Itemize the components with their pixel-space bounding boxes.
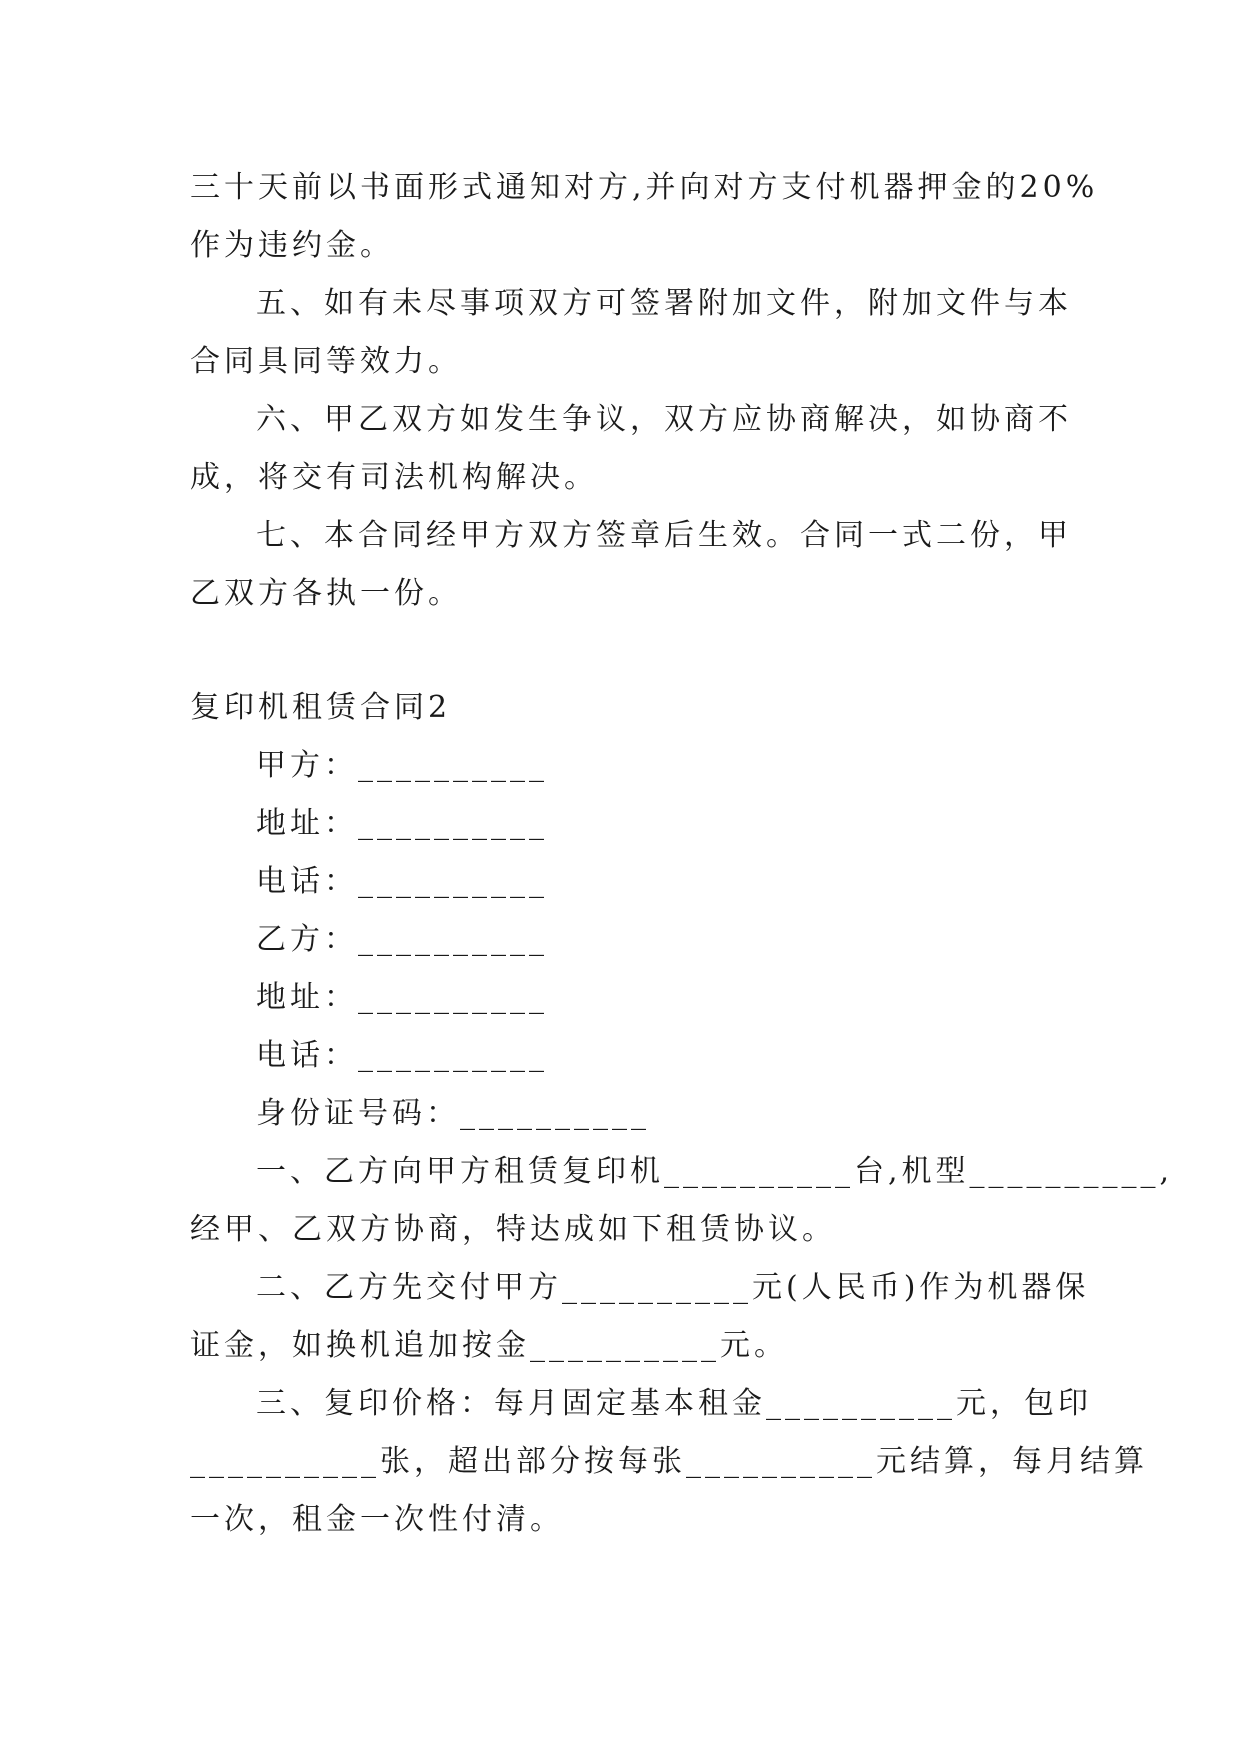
party-a-phone-field: 电话：__________ [256, 864, 548, 899]
paragraph-line: 合同具同等效力。 [190, 344, 462, 379]
clause-three: 三、复印价格：每月固定基本租金__________元，包印 [256, 1386, 1092, 1421]
clause-one: 一、乙方向甲方租赁复印机__________台,机型__________, [256, 1154, 1174, 1189]
section-title: 复印机租赁合同2 [190, 690, 452, 725]
paragraph-line: 经甲、乙双方协商，特达成如下租赁协议。 [190, 1212, 836, 1247]
paragraph-line: 三十天前以书面形式通知对方,并向对方支付机器押金的20% [190, 170, 1099, 205]
paragraph-line: 证金，如换机追加按金__________元。 [190, 1328, 788, 1363]
party-b-phone-field: 电话：__________ [256, 1038, 548, 1073]
id-number-field: 身份证号码：__________ [256, 1096, 650, 1131]
clause-six: 六、甲乙双方如发生争议，双方应协商解决，如协商不 [256, 402, 1072, 437]
paragraph-line: 乙双方各执一份。 [190, 576, 462, 611]
party-b-address-field: 地址：__________ [256, 980, 548, 1015]
party-b-field: 乙方：__________ [256, 922, 548, 957]
party-a-field: 甲方：__________ [256, 748, 548, 783]
clause-five: 五、如有未尽事项双方可签署附加文件，附加文件与本 [256, 286, 1072, 321]
paragraph-line: 作为违约金。 [190, 228, 394, 263]
paragraph-line: 成，将交有司法机构解决。 [190, 460, 598, 495]
party-a-address-field: 地址：__________ [256, 806, 548, 841]
clause-two: 二、乙方先交付甲方__________元(人民币)作为机器保 [256, 1270, 1090, 1305]
paragraph-line: 一次，租金一次性付清。 [190, 1502, 564, 1537]
paragraph-line: __________张，超出部分按每张__________元结算，每月结算 [190, 1444, 1148, 1479]
clause-seven: 七、本合同经甲方双方签章后生效。合同一式二份，甲 [256, 518, 1072, 553]
